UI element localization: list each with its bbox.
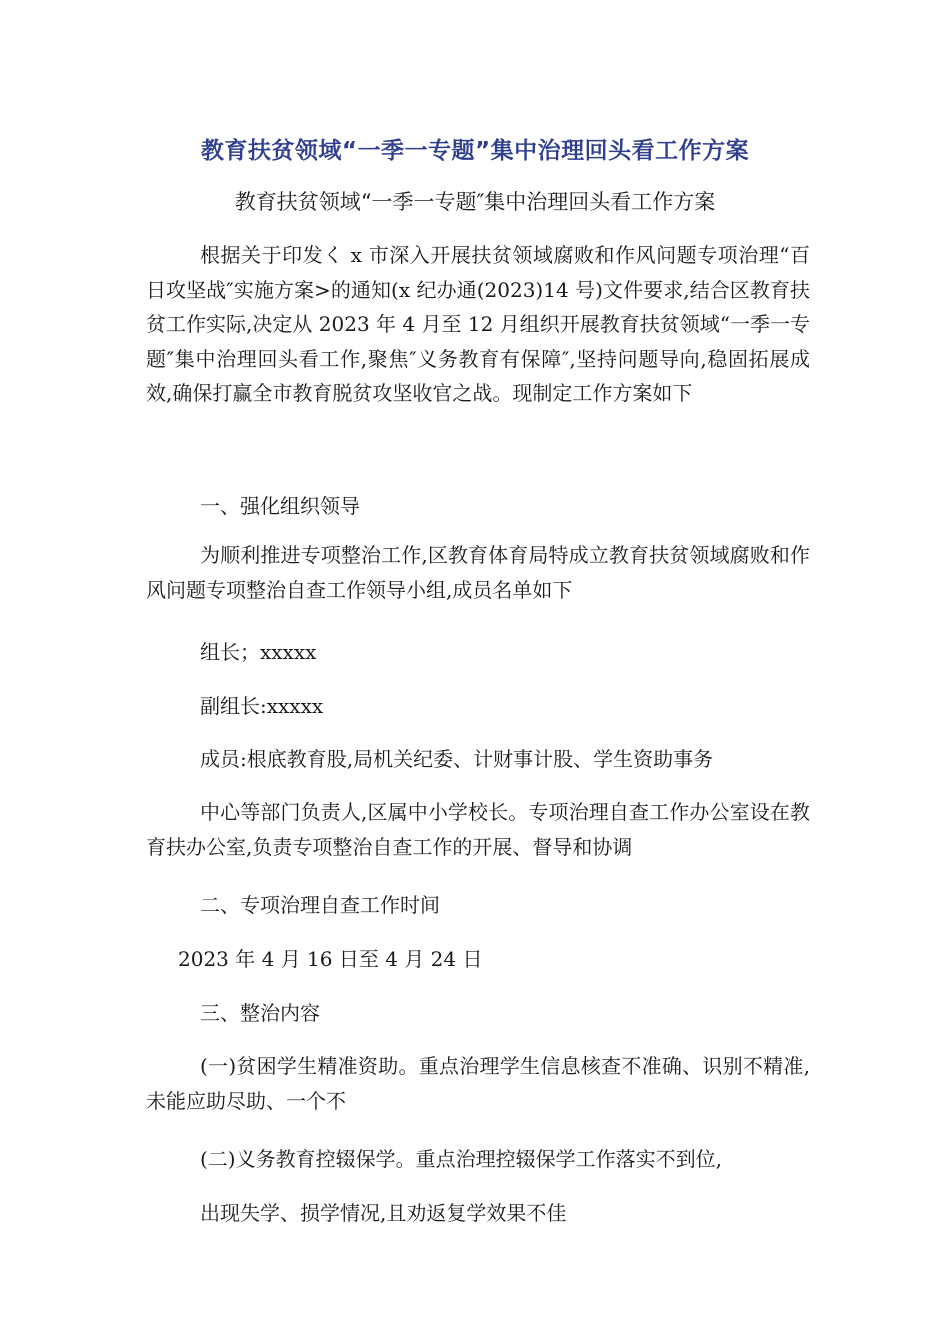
leader-line: 组长；xxxxx xyxy=(200,640,317,664)
section1-paragraph: 为顺利推进专项整治工作,区教育体育局特成立教育扶贫领域腐败和作风问题专项整治自查工作领导小组,成员名单如下 xyxy=(146,543,810,602)
section2-time: 2023 年 4 月 16 日至 4 月 24 日 xyxy=(178,947,483,971)
item2-continued-line: 出现失学、损学情况,且劝返复学效果不佳 xyxy=(200,1201,567,1225)
document-subtitle: 教育扶贫领域“一季一专题″集中治理回头看工作方案 xyxy=(234,190,716,214)
members-line: 成员:根底教育股,局机关纪委、计财事计股、学生资助事务 xyxy=(200,747,714,771)
intro-paragraph: 根据关于印发く x 市深入开展扶贫领域腐败和作风问题专项治理“百日攻坚战″实施方案>的通知(x 纪办通(2023)14 号)文件要求,结合区教育扶贫工作实际,决定从 2023 年 4 月至 12 月组织开展教育扶贫领域“一季一专题″集中治理回头看工作,聚焦″义务教育有保障″,坚持问题导向,稳固拓展成效,确保打赢全市教育脱贫攻坚收官之战。现制定工作方案如下 xyxy=(146,243,810,405)
item2-line: (二)义务教育控辍保学。重点治理控辍保学工作落实不到位, xyxy=(200,1147,722,1171)
item1-paragraph: (一)贫困学生精准资助。重点治理学生信息核查不准确、识别不精准,未能应助尽助、一个不 xyxy=(146,1054,810,1113)
members-continued-paragraph: 中心等部门负责人,区属中小学校长。专项治理自查工作办公室设在教育扶办公室,负责专项整治自查工作的开展、督导和协调 xyxy=(146,800,810,859)
document-title: 教育扶贫领域“一季一专题”集中治理回头看工作方案 xyxy=(200,138,750,164)
section3-heading: 三、整治内容 xyxy=(200,1001,320,1025)
section1-heading: 一、强化组织领导 xyxy=(200,494,360,518)
deputy-leader-line: 副组长:xxxxx xyxy=(200,694,324,718)
section2-heading: 二、专项治理自查工作时间 xyxy=(200,893,440,917)
